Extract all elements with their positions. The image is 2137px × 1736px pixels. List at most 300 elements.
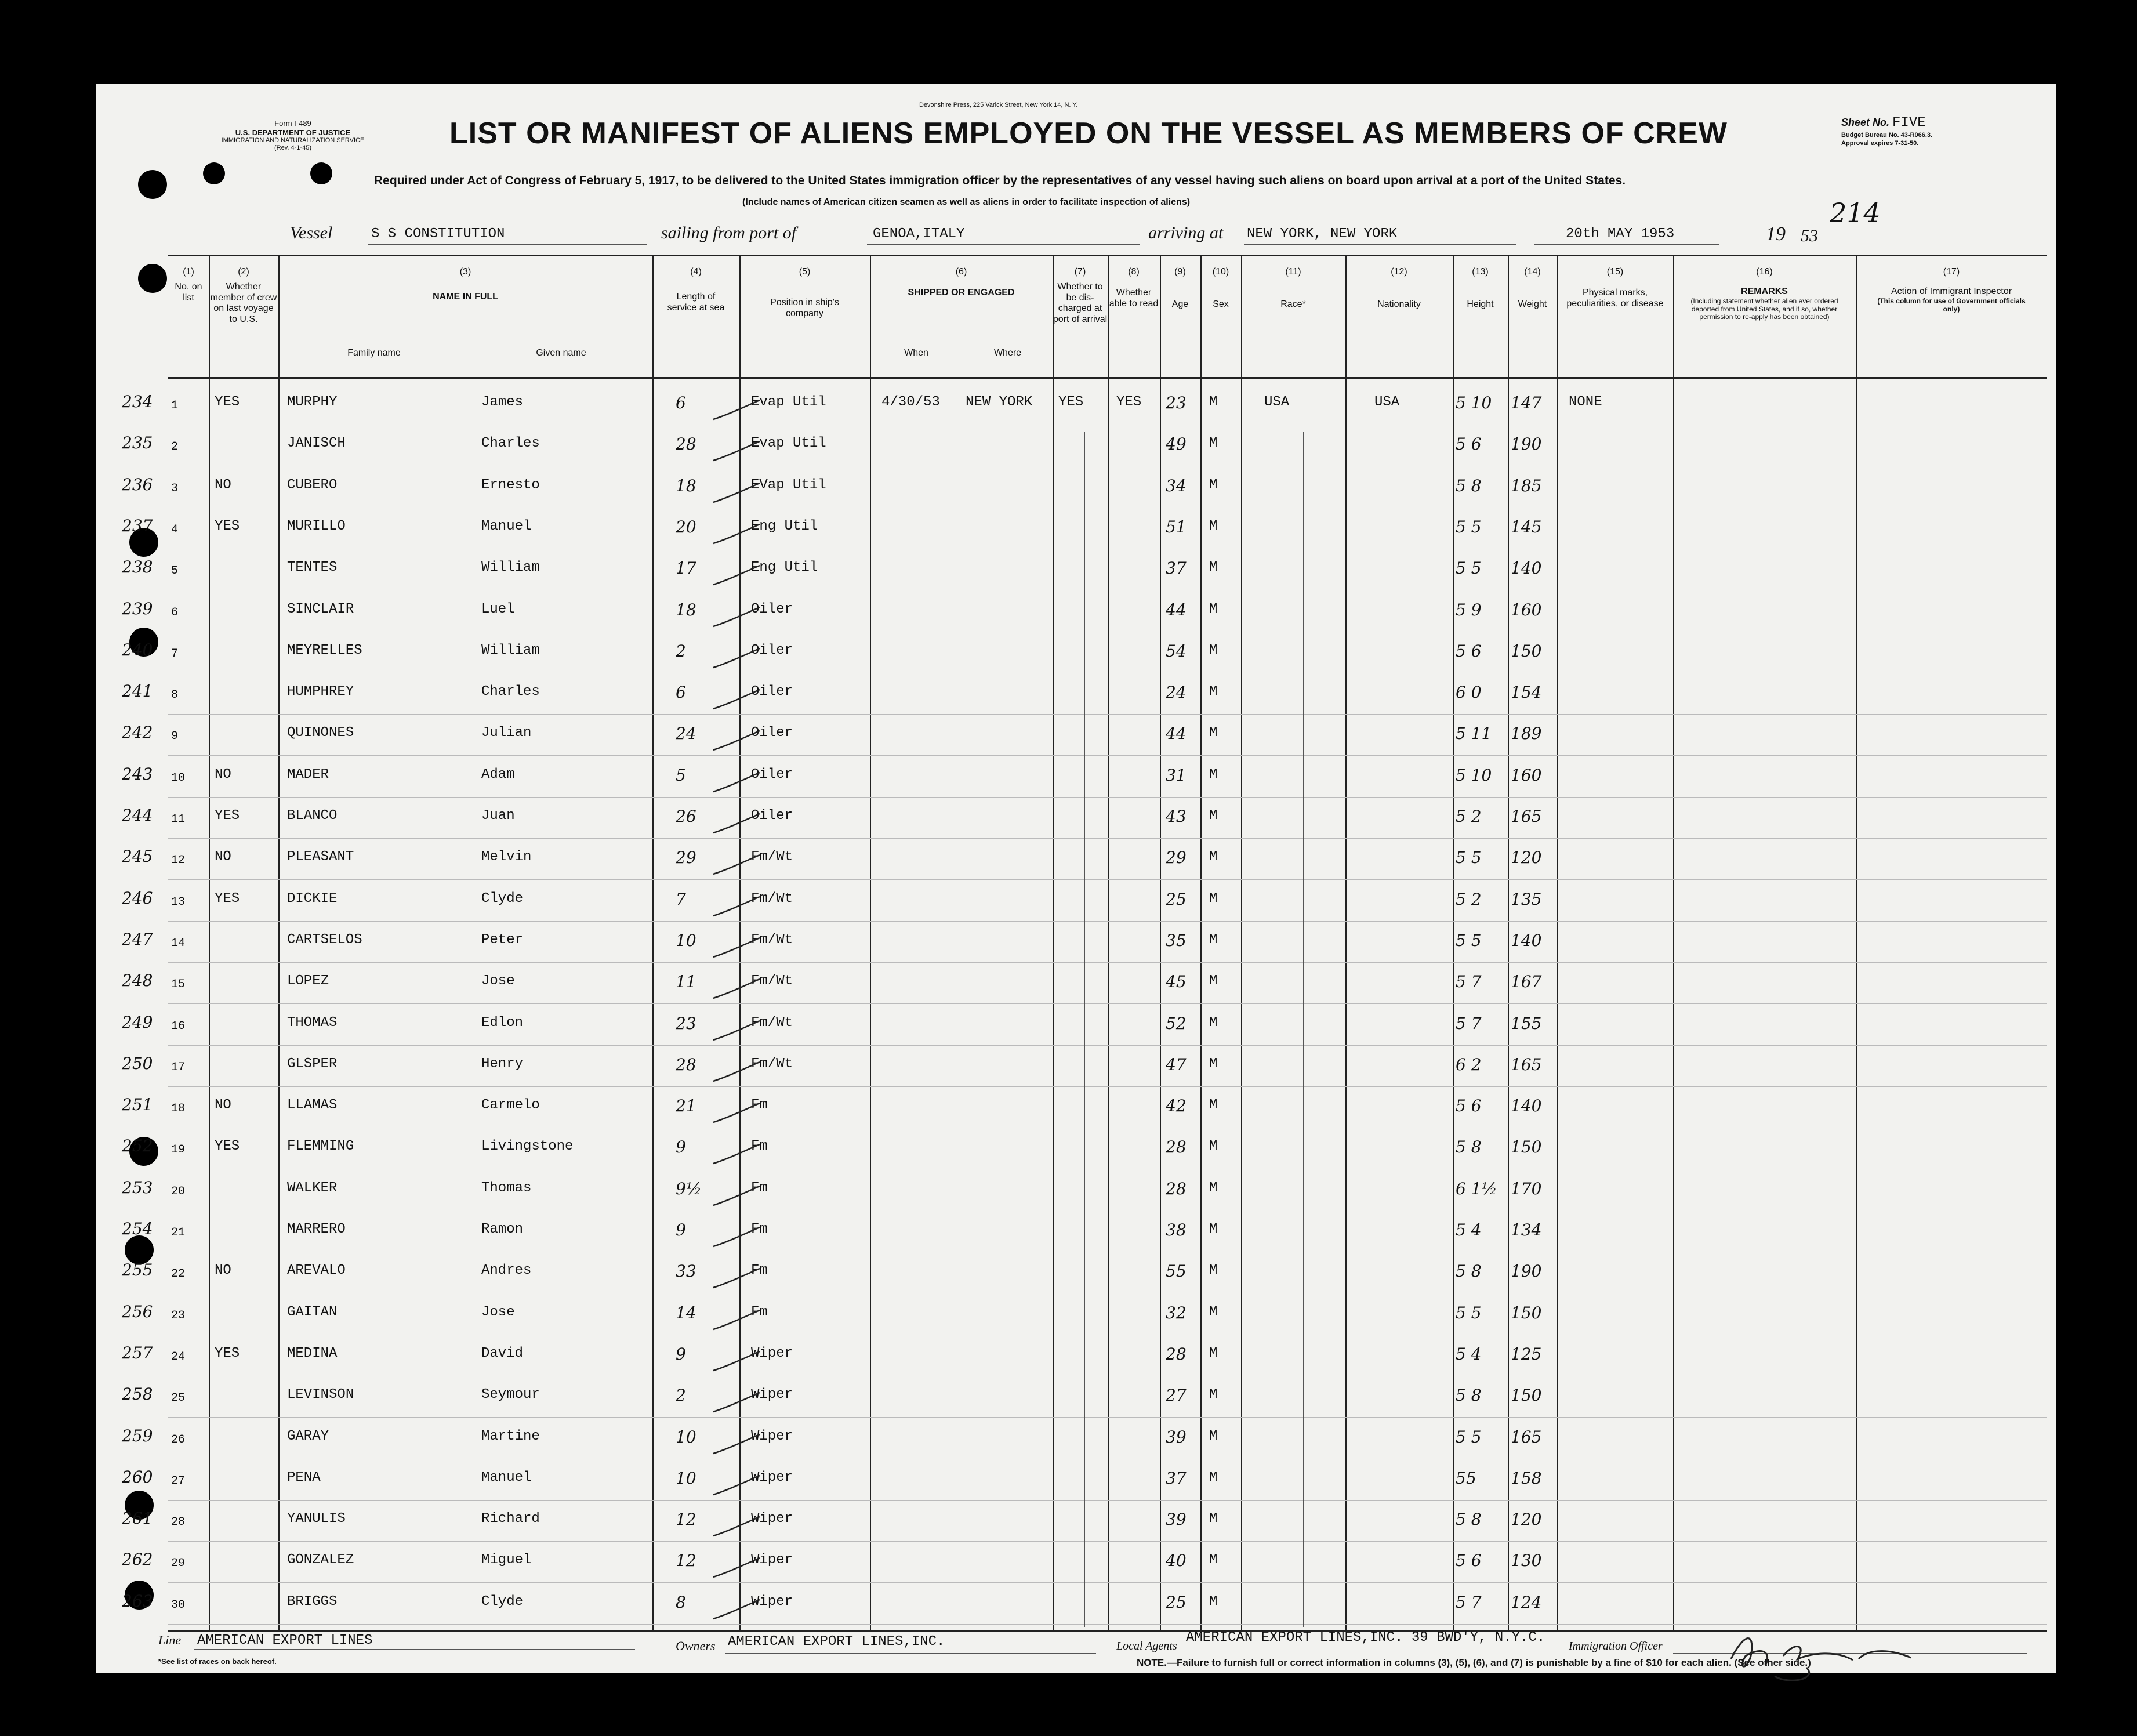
officer-label: Immigration Officer [1569,1640,1663,1652]
page-title: LIST OR MANIFEST OF ALIENS EMPLOYED ON THE VESSEL AS MEMBERS OF CREW [449,117,1728,150]
check-tick-icon [710,1473,763,1499]
height-cell: 5 5 [1456,848,1482,868]
check-tick-icon [710,852,763,878]
handwritten-ref-number: 257 [122,1343,153,1362]
age-cell: 49 [1166,434,1187,454]
sex-cell: M [1209,518,1218,534]
weight-cell: 155 [1511,1013,1542,1033]
family-name-cell: GLSPER [287,1056,338,1072]
given-name-cell: Julian [481,725,532,741]
year: 53 [1801,226,1818,245]
col-6-header: (6) SHIPPED OR ENGAGED [908,267,1015,298]
sailing-label: sailing from port of [661,223,797,242]
arrival-date: 20th MAY 1953 [1566,226,1675,242]
list-number-cell: 5 [171,564,179,578]
given-name-cell: James [481,394,524,410]
given-name-cell: Jose [481,973,515,990]
agents-label: Local Agents [1116,1640,1177,1652]
col-15-header: (15) Physical marks, peculiarities, or disease [1566,267,1664,309]
sex-cell: M [1209,642,1218,658]
height-cell: 5 11 [1456,724,1492,744]
department: U.S. DEPARTMENT OF JUSTICE [235,128,351,137]
service-cell: 5 [676,765,686,785]
family-name-cell: TENTES [287,560,338,576]
height-cell: 5 2 [1456,889,1482,909]
family-name-cell: PLEASANT [287,849,354,865]
stamp-number: 214 [1830,197,1881,229]
col-16-header: (16) REMARKS (Including statement whether alien ever ordered deported from United States, and if so, whether permission to re-apply has been obtained) [1690,267,1838,321]
weight-cell: 120 [1511,848,1542,868]
budget-bureau: Budget Bureau No. 43-R066.3. [1841,132,1933,139]
handwritten-ref-number: 260 [122,1467,153,1487]
sex-cell: M [1209,684,1218,700]
list-number-cell: 9 [171,730,179,744]
service-cell: 2 [676,641,686,661]
service-cell: 20 [676,517,696,537]
sex-cell: M [1209,1180,1218,1196]
position-cell: Eng Util [751,518,818,534]
arriving-label: arriving at [1148,223,1224,242]
list-number-cell: 20 [171,1184,186,1198]
prev-voyage-cell: NO [215,849,231,865]
service-cell: 21 [676,1096,696,1116]
given-name-cell: Richard [481,1511,540,1527]
position-cell: Fm/Wt [751,890,793,907]
handwritten-ref-number: 243 [122,764,153,784]
position-cell: EVap Util [751,477,826,493]
handwritten-ref-number: 249 [122,1012,153,1032]
sex-cell: M [1209,1387,1218,1403]
given-name-header: Given name [536,348,586,358]
list-number-cell: 12 [171,854,186,868]
position-cell: Wiper [751,1387,793,1403]
race-cell: USA [1264,394,1290,410]
prev-voyage-cell: YES [215,1139,240,1155]
family-name-cell: GARAY [287,1428,329,1444]
service-cell: 28 [676,1054,696,1074]
sheet-block [1841,114,1932,148]
weight-cell: 158 [1511,1468,1542,1488]
statute-line: Required under Act of Congress of February 5, 1917, to be delivered to the United States immigration officer by the representatives of any vessel having such aliens on board upon arrival at a port of the United States. [374,174,1626,187]
check-tick-icon [710,480,763,506]
height-cell: 5 6 [1456,641,1482,661]
col-17-header: (17) Action of Immigrant Inspector (This column for use of Government officials only) [1877,267,2026,313]
family-name-cell: MARRERO [287,1222,346,1237]
family-name-cell: QUINONES [287,725,354,741]
check-tick-icon [710,521,763,548]
family-name-cell: FLEMMING [287,1139,354,1155]
line-label: Line [158,1633,182,1647]
handwritten-ref-number: 248 [122,971,153,991]
check-tick-icon [710,438,763,465]
position-cell: Evap Util [751,436,826,452]
weight-cell: 145 [1511,517,1542,537]
family-name-cell: MEYRELLES [287,642,362,658]
given-name-cell: Livingstone [481,1139,574,1155]
manifest-page [96,84,2056,1673]
given-name-cell: Manuel [481,518,532,534]
position-cell: Fm [751,1180,768,1196]
height-cell: 5 8 [1456,1262,1482,1281]
position-cell: Oiler [751,766,793,782]
sex-cell: M [1209,725,1218,741]
given-name-cell: Seymour [481,1387,540,1403]
weight-cell: 160 [1511,600,1542,619]
given-name-cell: Jose [481,1304,515,1320]
weight-cell: 165 [1511,1054,1542,1074]
service-cell: 7 [676,889,686,909]
owners-name: AMERICAN EXPORT LINES,INC. [728,1634,945,1650]
height-cell: 5 5 [1456,930,1482,950]
list-number-cell: 24 [171,1350,186,1364]
weight-cell: 190 [1511,434,1542,454]
family-name-cell: LEVINSON [287,1387,354,1403]
service-cell: 18 [676,476,696,495]
handwritten-ref-number: 241 [122,682,153,701]
family-name-cell: MURPHY [287,394,338,410]
given-name-cell: Melvin [481,849,532,865]
family-name-cell: BLANCO [287,808,338,824]
weight-cell: 140 [1511,930,1542,950]
family-name-cell: MEDINA [287,1345,338,1361]
family-name-header: Family name [347,348,401,358]
position-cell: Fm/Wt [751,973,793,990]
check-tick-icon [710,1018,763,1044]
age-cell: 42 [1166,1096,1187,1116]
list-number-cell: 18 [171,1102,186,1116]
handwritten-ref-number: 255 [122,1260,153,1280]
age-cell: 39 [1166,1427,1187,1447]
marks-cell: NONE [1569,394,1602,410]
position-cell: Fm/Wt [751,849,793,865]
check-tick-icon [710,811,763,837]
height-cell: 5 8 [1456,1137,1482,1157]
age-cell: 28 [1166,1137,1187,1157]
handwritten-ref-number: 236 [122,474,153,494]
sex-cell: M [1209,1222,1218,1237]
prev-voyage-cell: NO [215,766,231,782]
weight-cell: 124 [1511,1592,1542,1612]
weight-cell: 150 [1511,1137,1542,1157]
list-number-cell: 14 [171,936,186,950]
approval-expires: Approval expires 7-31-50. [1841,139,1919,147]
age-cell: 37 [1166,559,1187,578]
check-tick-icon [710,1555,763,1581]
owners-label: Owners [676,1639,716,1653]
position-cell: Oiler [751,642,793,658]
service-cell: 2 [676,1386,686,1405]
list-number-cell: 28 [171,1516,186,1530]
age-cell: 55 [1166,1262,1187,1281]
punch-hole [310,162,332,184]
family-name-cell: LLAMAS [287,1097,338,1114]
handwritten-ref-number: 240 [122,640,153,659]
height-cell: 5 7 [1456,972,1482,992]
position-cell: Oiler [751,808,793,824]
col-7-header: (7) Whether to be dis-charged at port of arrival [1053,267,1108,324]
punch-hole [138,170,167,199]
sex-cell: M [1209,932,1218,948]
position-cell: Fm [751,1139,768,1155]
age-cell: 31 [1166,765,1187,785]
sex-cell: M [1209,601,1218,617]
handwritten-ref-number: 259 [122,1426,153,1445]
ditto-mark [1303,432,1304,1627]
handwritten-ref-number: 244 [122,806,153,825]
height-cell: 5 9 [1456,600,1482,619]
arriving-port: NEW YORK, NEW YORK [1247,226,1398,242]
sex-cell: M [1209,1014,1218,1031]
family-name-cell: CARTSELOS [287,932,362,948]
height-cell: 5 6 [1456,1096,1482,1116]
family-name-cell: AREVALO [287,1263,346,1279]
check-tick-icon [710,646,763,672]
position-cell: Fm [751,1304,768,1320]
age-cell: 28 [1166,1344,1187,1364]
position-cell: Fm [751,1263,768,1279]
family-name-cell: GAITAN [287,1304,338,1320]
list-number-cell: 6 [171,606,179,619]
list-number-cell: 16 [171,1019,186,1033]
weight-cell: 125 [1511,1344,1542,1364]
check-tick-icon [710,935,763,961]
list-number-cell: 21 [171,1226,186,1240]
weight-cell: 120 [1511,1510,1542,1530]
height-cell: 5 8 [1456,1386,1482,1405]
discharged-cell: YES [1058,394,1084,410]
when-header: When [904,348,928,358]
height-cell: 5 6 [1456,1551,1482,1571]
age-cell: 27 [1166,1386,1187,1405]
where-header: Where [993,348,1022,358]
position-cell: Evap Util [751,394,826,410]
handwritten-ref-number: 262 [122,1550,153,1570]
given-name-cell: Miguel [481,1552,532,1568]
age-cell: 39 [1166,1510,1187,1530]
age-cell: 37 [1166,1468,1187,1488]
age-cell: 24 [1166,683,1187,702]
handwritten-ref-number: 238 [122,557,153,577]
sex-cell: M [1209,766,1218,782]
weight-cell: 170 [1511,1179,1542,1198]
penalty-note: NOTE.—Failure to furnish full or correct information in columns (3), (5), (6), and (7) is punishable by a fine of $10 for each alien. (See other side.) [1137,1657,1811,1668]
service-cell: 10 [676,1468,696,1488]
service-cell: 17 [676,559,696,578]
position-cell: Oiler [751,725,793,741]
col-3-header: (3) NAME IN FULL [433,267,498,302]
sex-cell: M [1209,1469,1218,1485]
service-cell: 6 [676,683,686,702]
handwritten-ref-number: 250 [122,1053,153,1073]
age-cell: 47 [1166,1054,1187,1074]
handwritten-ref-number: 235 [122,433,153,453]
height-cell: 5 7 [1456,1592,1482,1612]
list-number-cell: 23 [171,1309,186,1322]
weight-cell: 165 [1511,1427,1542,1447]
list-number-cell: 29 [171,1557,186,1571]
handwritten-ref-number: 258 [122,1385,153,1404]
given-name-cell: Charles [481,436,540,452]
height-cell: 6 2 [1456,1054,1482,1074]
col-11-header: (11) Race* [1280,267,1306,310]
height-cell: 5 10 [1456,765,1492,785]
weight-cell: 150 [1511,1303,1542,1322]
col-1-header: (1) No. on list [175,267,202,303]
sex-cell: M [1209,1139,1218,1155]
sex-cell: M [1209,394,1218,410]
list-number-cell: 8 [171,688,179,702]
prev-voyage-cell: YES [215,890,240,907]
list-number-cell: 22 [171,1267,186,1281]
service-cell: 8 [676,1592,686,1612]
age-cell: 35 [1166,930,1187,950]
vessel-name: S S CONSTITUTION [371,226,505,242]
weight-cell: 150 [1511,641,1542,661]
age-cell: 44 [1166,600,1187,619]
handwritten-ref-number: 253 [122,1177,153,1197]
sex-cell: M [1209,808,1218,824]
sex-cell: M [1209,1428,1218,1444]
races-note: *See list of races on back hereof. [158,1657,277,1666]
given-name-cell: Adam [481,766,515,782]
check-tick-icon [710,1224,763,1251]
weight-cell: 150 [1511,1386,1542,1405]
list-number-cell: 30 [171,1598,186,1612]
family-name-cell: PENA [287,1469,321,1485]
height-cell: 5 5 [1456,1427,1482,1447]
check-tick-icon [710,1266,763,1292]
family-name-cell: YANULIS [287,1511,346,1527]
given-name-cell: Andres [481,1263,532,1279]
able-to-read-cell: YES [1116,394,1142,410]
family-name-cell: MURILLO [287,518,346,534]
given-name-cell: Henry [481,1056,524,1072]
given-name-cell: Martine [481,1428,540,1444]
list-number-cell: 3 [171,481,179,495]
given-name-cell: Clyde [481,1593,524,1610]
list-number-cell: 26 [171,1433,186,1447]
service-cell: 6 [676,393,686,412]
weight-cell: 130 [1511,1551,1542,1571]
family-name-cell: JANISCH [287,436,346,452]
service-cell: 26 [676,807,696,826]
check-tick-icon [710,1597,763,1623]
list-number-cell: 25 [171,1391,186,1405]
weight-cell: 147 [1511,393,1542,412]
position-cell: Wiper [751,1428,793,1444]
prev-voyage-cell: YES [215,808,240,824]
service-cell: 14 [676,1303,696,1322]
service-cell: 9½ [676,1179,702,1198]
family-name-cell: DICKIE [287,890,338,907]
agents-name: AMERICAN EXPORT LINES,INC. 39 BWD'Y, N.Y.C. [1186,1630,1545,1646]
col-14-header: (14) Weight [1518,267,1547,310]
weight-cell: 189 [1511,724,1542,744]
check-tick-icon [710,1349,763,1375]
position-cell: Fm/Wt [751,1014,793,1031]
given-name-cell: William [481,560,540,576]
sex-cell: M [1209,849,1218,865]
given-name-cell: Thomas [481,1180,532,1196]
handwritten-ref-number: 256 [122,1302,153,1321]
check-tick-icon [710,1514,763,1540]
sex-cell: M [1209,477,1218,493]
sheet-number: FIVE [1892,115,1926,131]
prev-voyage-cell: NO [215,477,231,493]
given-name-cell: Manuel [481,1469,532,1485]
check-tick-icon [710,1183,763,1209]
family-name-cell: GONZALEZ [287,1552,354,1568]
prev-voyage-cell: YES [215,1345,240,1361]
given-name-cell: Carmelo [481,1097,540,1114]
handwritten-ref-number: 254 [122,1219,153,1238]
given-name-cell: Luel [481,601,515,617]
service-cell: 9 [676,1344,686,1364]
position-cell: Fm/Wt [751,1056,793,1072]
family-name-cell: SINCLAIR [287,601,354,617]
age-cell: 54 [1166,641,1187,661]
weight-cell: 154 [1511,683,1542,702]
check-tick-icon [710,1059,763,1085]
height-cell: 6 0 [1456,683,1482,702]
weight-cell: 167 [1511,972,1542,992]
prev-voyage-cell: YES [215,518,240,534]
handwritten-ref-number: 242 [122,723,153,742]
sex-cell: M [1209,1552,1218,1568]
col-10-header: (10) Sex [1212,267,1229,310]
height-cell: 5 6 [1456,434,1482,454]
service-cell: 28 [676,434,696,454]
weight-cell: 140 [1511,559,1542,578]
service-cell: 10 [676,1427,696,1447]
height-cell: 5 7 [1456,1013,1482,1033]
age-cell: 45 [1166,972,1187,992]
punch-hole [203,162,225,184]
prev-voyage-cell: YES [215,394,240,410]
age-cell: 40 [1166,1551,1187,1571]
height-cell: 5 5 [1456,559,1482,578]
printer-line: Devonshire Press, 225 Varick Street, New York 14, N. Y. [919,102,1078,108]
age-cell: 28 [1166,1179,1187,1198]
sex-cell: M [1209,1263,1218,1279]
position-cell: Wiper [751,1345,793,1361]
age-cell: 38 [1166,1220,1187,1240]
sex-cell: M [1209,436,1218,452]
service-cell: 12 [676,1510,696,1530]
service-cell: 12 [676,1551,696,1571]
check-tick-icon [710,1141,763,1168]
position-cell: Fm [751,1222,768,1237]
height-cell: 5 8 [1456,1510,1482,1530]
age-cell: 34 [1166,476,1187,495]
weight-cell: 190 [1511,1262,1542,1281]
given-name-cell: David [481,1345,524,1361]
list-number-cell: 27 [171,1474,186,1488]
service-cell: 29 [676,848,696,868]
ditto-mark [1084,432,1085,1627]
given-name-cell: Ernesto [481,477,540,493]
height-cell: 5 4 [1456,1344,1482,1364]
handwritten-ref-number: 237 [122,516,153,535]
family-name-cell: LOPEZ [287,973,329,990]
age-cell: 52 [1166,1013,1187,1033]
weight-cell: 185 [1511,476,1542,495]
col-13-header: (13) Height [1467,267,1494,310]
check-tick-icon [710,976,763,1002]
nationality-cell: USA [1374,394,1400,410]
list-number-cell: 15 [171,978,186,992]
sex-cell: M [1209,1593,1218,1610]
